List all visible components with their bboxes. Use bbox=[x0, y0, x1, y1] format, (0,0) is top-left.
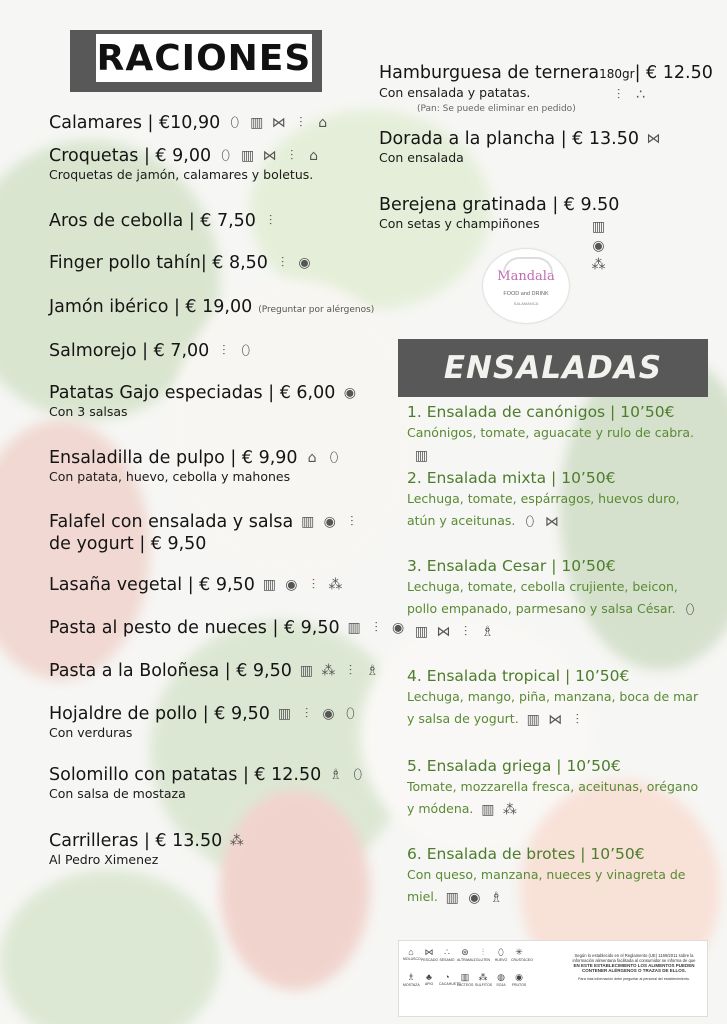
fish-icon: ⋈ bbox=[271, 115, 286, 131]
racion-name bbox=[49, 210, 278, 232]
altramuz-icon: ⊛ bbox=[461, 947, 469, 957]
racion-item bbox=[49, 511, 359, 555]
salad-name: 1. Ensalada de canónigos | 10’50€ bbox=[407, 403, 675, 421]
racion-item bbox=[49, 145, 321, 183]
milk-icon: ▥ bbox=[414, 447, 429, 464]
sulphites-icon: ⁂ bbox=[328, 577, 343, 593]
salad-desc-text: Tomate, mozzarella fresca, aceitunas, orégano y módena. bbox=[407, 779, 699, 816]
right-dish-note: (Pan: Se puede eliminar en pedido) bbox=[417, 104, 576, 114]
huevo-icon: ⬯ bbox=[498, 947, 504, 957]
milk-icon: ▥ bbox=[250, 115, 264, 131]
right-dish-item bbox=[379, 62, 713, 117]
racion-name bbox=[49, 574, 343, 596]
salad-item bbox=[407, 468, 707, 532]
racion-name-text: Falafel con ensalada y salsa bbox=[49, 512, 294, 532]
egg-icon: ⬯ bbox=[230, 115, 240, 131]
legend-item bbox=[493, 972, 509, 987]
legend-item bbox=[439, 972, 461, 987]
salad-desc-text: Lechuga, tomate, espárragos, huevos duro, atún y aceitunas. bbox=[407, 491, 680, 528]
restaurant-logo bbox=[483, 249, 569, 323]
mollusc-icon: ⌂ bbox=[318, 115, 328, 131]
legend-item bbox=[403, 947, 419, 962]
racion-item bbox=[49, 210, 278, 232]
right-dish-size: 180gr bbox=[599, 67, 635, 81]
gluten-icon: ⫶ bbox=[299, 115, 303, 131]
legend-label: SULFITOS bbox=[475, 983, 493, 987]
egg-icon: ⬯ bbox=[346, 706, 355, 722]
right-dish-desc: Con setas y champiñones bbox=[379, 216, 540, 231]
salad-item bbox=[407, 844, 707, 908]
ensaladas-title: ENSALADAS bbox=[443, 350, 663, 386]
molusco-icon: ⌂ bbox=[408, 947, 414, 957]
right-dish-name-text: Hamburguesa de ternera bbox=[379, 63, 600, 83]
racion-item bbox=[49, 830, 244, 868]
racion-name bbox=[49, 112, 330, 134]
legend-label: MOLUSCO bbox=[403, 957, 421, 961]
salad-desc bbox=[407, 776, 707, 820]
legend-label: ALTRAMUZ bbox=[457, 958, 476, 962]
sulfitos-icon: ⁂ bbox=[478, 972, 488, 982]
racion-desc: Con patata, huevo, cebolla y mahones bbox=[49, 469, 291, 484]
milk-icon: ▥ bbox=[347, 620, 361, 636]
soja-icon: ◍ bbox=[497, 972, 505, 982]
sulphites-icon: ⁂ bbox=[321, 663, 336, 679]
nuts-icon: ◉ bbox=[323, 514, 336, 530]
egg-icon: ⬯ bbox=[525, 513, 535, 530]
right-dish-name-text: Dorada a la plancha | € 13.50 bbox=[379, 129, 639, 149]
legend-label: CACAHUETE bbox=[439, 982, 461, 986]
racion-item bbox=[49, 252, 312, 274]
legend-label: SESAMO bbox=[439, 958, 455, 962]
logo-name: Mandala bbox=[497, 269, 555, 284]
sulphites-icon: ⁂ bbox=[502, 801, 517, 818]
racion-name bbox=[49, 703, 358, 725]
racion-name-text: Croquetas | € 9,00 bbox=[49, 146, 212, 166]
legend-item bbox=[511, 972, 527, 987]
salad-item bbox=[407, 666, 707, 730]
nuts-icon: ◉ bbox=[592, 237, 605, 254]
mustard-icon: ♗ bbox=[366, 663, 379, 679]
salad-name: 2. Ensalada mixta | 10’50€ bbox=[407, 469, 616, 487]
allergen-legend bbox=[398, 940, 708, 1017]
legend-item bbox=[511, 947, 533, 962]
milk-icon: ▥ bbox=[591, 218, 606, 235]
salad-name: 5. Ensalada griega | 10’50€ bbox=[407, 757, 621, 775]
sulphites-icon: ⁂ bbox=[591, 256, 606, 273]
legend-label: MOSTAZA bbox=[403, 983, 420, 987]
salad-desc bbox=[407, 422, 707, 466]
racion-desc: Al Pedro Ximenez bbox=[49, 852, 159, 867]
milk-icon: ▥ bbox=[277, 706, 292, 722]
racion-item bbox=[49, 382, 357, 420]
fish-icon: ⋈ bbox=[262, 148, 277, 164]
right-dish-name bbox=[379, 62, 713, 85]
crustceo-icon: ✳ bbox=[515, 947, 523, 957]
legend-item bbox=[457, 947, 476, 962]
salad-item bbox=[407, 756, 707, 820]
legend-item bbox=[493, 947, 509, 962]
racion-item bbox=[49, 112, 330, 134]
racion-name-text: Salmorejo | € 7,00 bbox=[49, 341, 210, 361]
egg-icon: ⬯ bbox=[241, 343, 251, 359]
allergen-notice-bold: EN ESTE ESTABLECIMIENTO LOS ALIMENTOS PUEDEN CONTENER ALÉRGENOS O TRAZAS DE ELLOS. bbox=[573, 963, 695, 973]
milk-icon: ▥ bbox=[445, 889, 459, 906]
legend-label: PESCADO bbox=[421, 958, 439, 962]
mustard-icon: ♗ bbox=[481, 623, 494, 640]
salad-name: 6. Ensalada de brotes | 10’50€ bbox=[407, 845, 645, 863]
racion-desc: Con salsa de mostaza bbox=[49, 786, 186, 801]
legend-item bbox=[475, 947, 491, 962]
legend-item bbox=[439, 947, 455, 962]
legend-item bbox=[475, 972, 491, 987]
right-dish-name bbox=[379, 128, 661, 150]
racion-name-text: Carrilleras | € 13.50 bbox=[49, 831, 223, 851]
racion-item bbox=[49, 447, 342, 485]
milk-icon: ▥ bbox=[299, 663, 313, 679]
right-dish-price: | € 12.50 bbox=[634, 63, 713, 83]
racion-desc: Con 3 salsas bbox=[49, 404, 128, 419]
allergen-notice-text: Según lo establecido en el Reglamento (UE) 1169/2011 sobre la información alimentaria facilitada al consumidor se informa de que bbox=[572, 953, 696, 963]
right-dish-icons bbox=[604, 84, 648, 103]
racion-desc: Croquetas de jamón, calamares y boletus. bbox=[49, 167, 314, 182]
gluten-icon: ⫶ bbox=[268, 213, 273, 229]
right-dish-desc: Con ensalada y patatas. bbox=[379, 85, 531, 100]
mostaza-icon: ♗ bbox=[406, 972, 416, 982]
logo-city: SALAMANCA bbox=[513, 301, 539, 306]
egg-icon: ⬯ bbox=[329, 450, 339, 466]
legend-item bbox=[457, 972, 473, 987]
lcteos-icon: ▥ bbox=[460, 972, 470, 982]
gluten-icon: ⫶ bbox=[289, 148, 294, 164]
egg-icon: ⬯ bbox=[353, 767, 363, 783]
milk-icon: ▥ bbox=[240, 148, 255, 164]
mollusc-icon: ⌂ bbox=[307, 450, 317, 466]
salad-desc-text: Canónigos, tomate, aguacate y rulo de cabra. bbox=[407, 425, 694, 440]
racion-name bbox=[49, 764, 365, 786]
racion-item bbox=[49, 764, 365, 802]
legend-label: GLUTEN bbox=[475, 958, 491, 962]
racion-item bbox=[49, 660, 380, 682]
salad-desc bbox=[407, 576, 707, 642]
gluten-icon: ⫶ bbox=[222, 343, 226, 359]
right-dish-item bbox=[379, 194, 620, 273]
salad-desc-text: Lechuga, tomate, cebolla crujiente, beicon, pollo empanado, parmesano y salsa César. bbox=[407, 579, 678, 616]
fish-icon: ⋈ bbox=[436, 623, 451, 640]
mustard-icon: ♗ bbox=[329, 767, 342, 783]
racion-name bbox=[49, 382, 357, 404]
nuts-icon: ◉ bbox=[343, 385, 356, 401]
gluten-icon: ⫶ bbox=[616, 86, 621, 103]
milk-icon: ▥ bbox=[414, 623, 429, 640]
racion-name-text: Hojaldre de pollo | € 9,50 bbox=[49, 704, 270, 724]
legend-item bbox=[421, 972, 437, 987]
racion-name bbox=[49, 617, 406, 639]
racion-name-text: Jamón ibérico | € 19,00 bbox=[49, 297, 253, 317]
racion-name-text: Ensaladilla de pulpo | € 9,90 bbox=[49, 448, 298, 468]
salad-desc-text: Lechuga, mango, piña, manzana, boca de mar y salsa de yogurt. bbox=[407, 689, 699, 726]
legend-item bbox=[421, 947, 437, 962]
legend-label: FRUTOS bbox=[511, 983, 527, 987]
legend-label: SOJA bbox=[496, 983, 506, 987]
fish-icon: ⋈ bbox=[646, 131, 661, 147]
racion-name-cont: de yogurt | € 9,50 bbox=[49, 534, 207, 554]
sesame-icon: ∴ bbox=[636, 86, 645, 103]
racion-name bbox=[49, 296, 374, 321]
racion-name bbox=[49, 660, 380, 682]
racion-item bbox=[49, 574, 343, 596]
salad-name: 3. Ensalada Cesar | 10’50€ bbox=[407, 557, 616, 575]
racion-name-text: Finger pollo tahín| € 8,50 bbox=[49, 253, 268, 273]
gluten-icon: ⫶ bbox=[280, 255, 285, 271]
gluten-icon: ⫶ bbox=[348, 663, 353, 679]
salad-name: 4. Ensalada tropical | 10’50€ bbox=[407, 667, 630, 685]
gluten-icon: ⫶ bbox=[311, 577, 316, 593]
salad-desc bbox=[407, 864, 707, 908]
racion-name-text: Patatas Gajo especiadas | € 6,00 bbox=[49, 383, 336, 403]
racion-desc: Con verduras bbox=[49, 725, 133, 740]
gluten-icon: ⫶ bbox=[304, 706, 309, 722]
fish-icon: ⋈ bbox=[544, 513, 559, 530]
gluten-icon: ⫶ bbox=[374, 620, 378, 636]
allergen-icon-grid bbox=[403, 947, 563, 997]
racion-name-text: Calamares | €10,90 bbox=[49, 113, 221, 133]
legend-row bbox=[403, 947, 563, 962]
mollusc-icon: ⌂ bbox=[309, 148, 319, 164]
racion-name-text: Pasta al pesto de nueces | € 9,50 bbox=[49, 618, 340, 638]
salad-desc bbox=[407, 686, 707, 730]
gluten-icon: ⫶ bbox=[463, 623, 468, 640]
egg-icon: ⬯ bbox=[221, 148, 230, 164]
sulphites-icon: ⁂ bbox=[229, 833, 244, 849]
ensaladas-title-banner bbox=[398, 339, 708, 397]
racion-name bbox=[49, 252, 312, 274]
legend-label: LÁCTEOS bbox=[457, 983, 474, 987]
logo-tagline: FOOD and DRINK bbox=[503, 291, 549, 297]
pescado-icon: ⋈ bbox=[424, 947, 434, 957]
racion-name-text: Aros de cebolla | € 7,50 bbox=[49, 211, 256, 231]
nuts-icon: ◉ bbox=[392, 620, 405, 636]
egg-icon: ⬯ bbox=[685, 601, 695, 618]
salad-item bbox=[407, 556, 707, 642]
mustard-icon: ♗ bbox=[490, 889, 503, 906]
racion-name bbox=[49, 511, 359, 533]
raciones-title: RACIONES bbox=[96, 34, 312, 82]
legend-label: HUEVO bbox=[494, 958, 508, 962]
racion-name-text: Pasta a la Boloñesa | € 9,50 bbox=[49, 661, 292, 681]
racion-item bbox=[49, 617, 406, 639]
right-dish-item bbox=[379, 128, 661, 166]
racion-item bbox=[49, 703, 358, 741]
legend-item bbox=[403, 972, 419, 987]
milk-icon: ▥ bbox=[481, 801, 495, 818]
racion-name bbox=[49, 340, 253, 362]
right-dish-desc: Con ensalada bbox=[379, 150, 464, 165]
right-dish-name-text: Berejena gratinada | € 9.50 bbox=[379, 195, 620, 215]
racion-name bbox=[49, 145, 321, 167]
allergen-notice bbox=[565, 953, 703, 982]
racion-name bbox=[49, 830, 244, 852]
legend-row bbox=[403, 972, 563, 987]
cacahuete-icon: ◔ bbox=[444, 972, 450, 982]
gluten-icon: ⫶ bbox=[575, 711, 579, 728]
legend-label: APIO bbox=[424, 982, 434, 986]
milk-icon: ▥ bbox=[301, 514, 315, 530]
racion-name-text: Lasaña vegetal | € 9,50 bbox=[49, 575, 255, 595]
nuts-icon: ◉ bbox=[322, 706, 335, 722]
nuts-icon: ◉ bbox=[298, 255, 311, 271]
racion-name bbox=[49, 447, 342, 469]
legend-label: CRUSTÁCEO bbox=[511, 958, 533, 962]
sesamo-icon: ∴ bbox=[444, 947, 450, 957]
raciones-title-banner bbox=[70, 30, 322, 92]
allergen-notice-foot: Para más información debe preguntar al personal del establecimiento. bbox=[578, 977, 690, 981]
racion-item bbox=[49, 340, 253, 362]
gluten-icon: ⫶ bbox=[481, 947, 485, 957]
right-dish-icons bbox=[584, 216, 619, 273]
frutos-icon: ◉ bbox=[515, 972, 523, 982]
racion-note: (Preguntar por alérgenos) bbox=[258, 305, 375, 315]
gluten-icon: ⫶ bbox=[350, 514, 354, 530]
salad-desc bbox=[407, 488, 707, 532]
fish-icon: ⋈ bbox=[548, 711, 563, 728]
apio-icon: ♣ bbox=[426, 972, 432, 982]
right-dish-name bbox=[379, 194, 619, 216]
salad-item bbox=[407, 402, 707, 466]
nuts-icon: ◉ bbox=[468, 889, 481, 906]
milk-icon: ▥ bbox=[262, 577, 276, 593]
milk-icon: ▥ bbox=[526, 711, 540, 728]
racion-name-text: Solomillo con patatas | € 12.50 bbox=[49, 765, 322, 785]
racion-item bbox=[49, 296, 374, 321]
nuts-icon: ◉ bbox=[285, 577, 298, 593]
salad-desc-text: Con queso, manzana, nueces y vinagreta de miel. bbox=[407, 867, 686, 904]
